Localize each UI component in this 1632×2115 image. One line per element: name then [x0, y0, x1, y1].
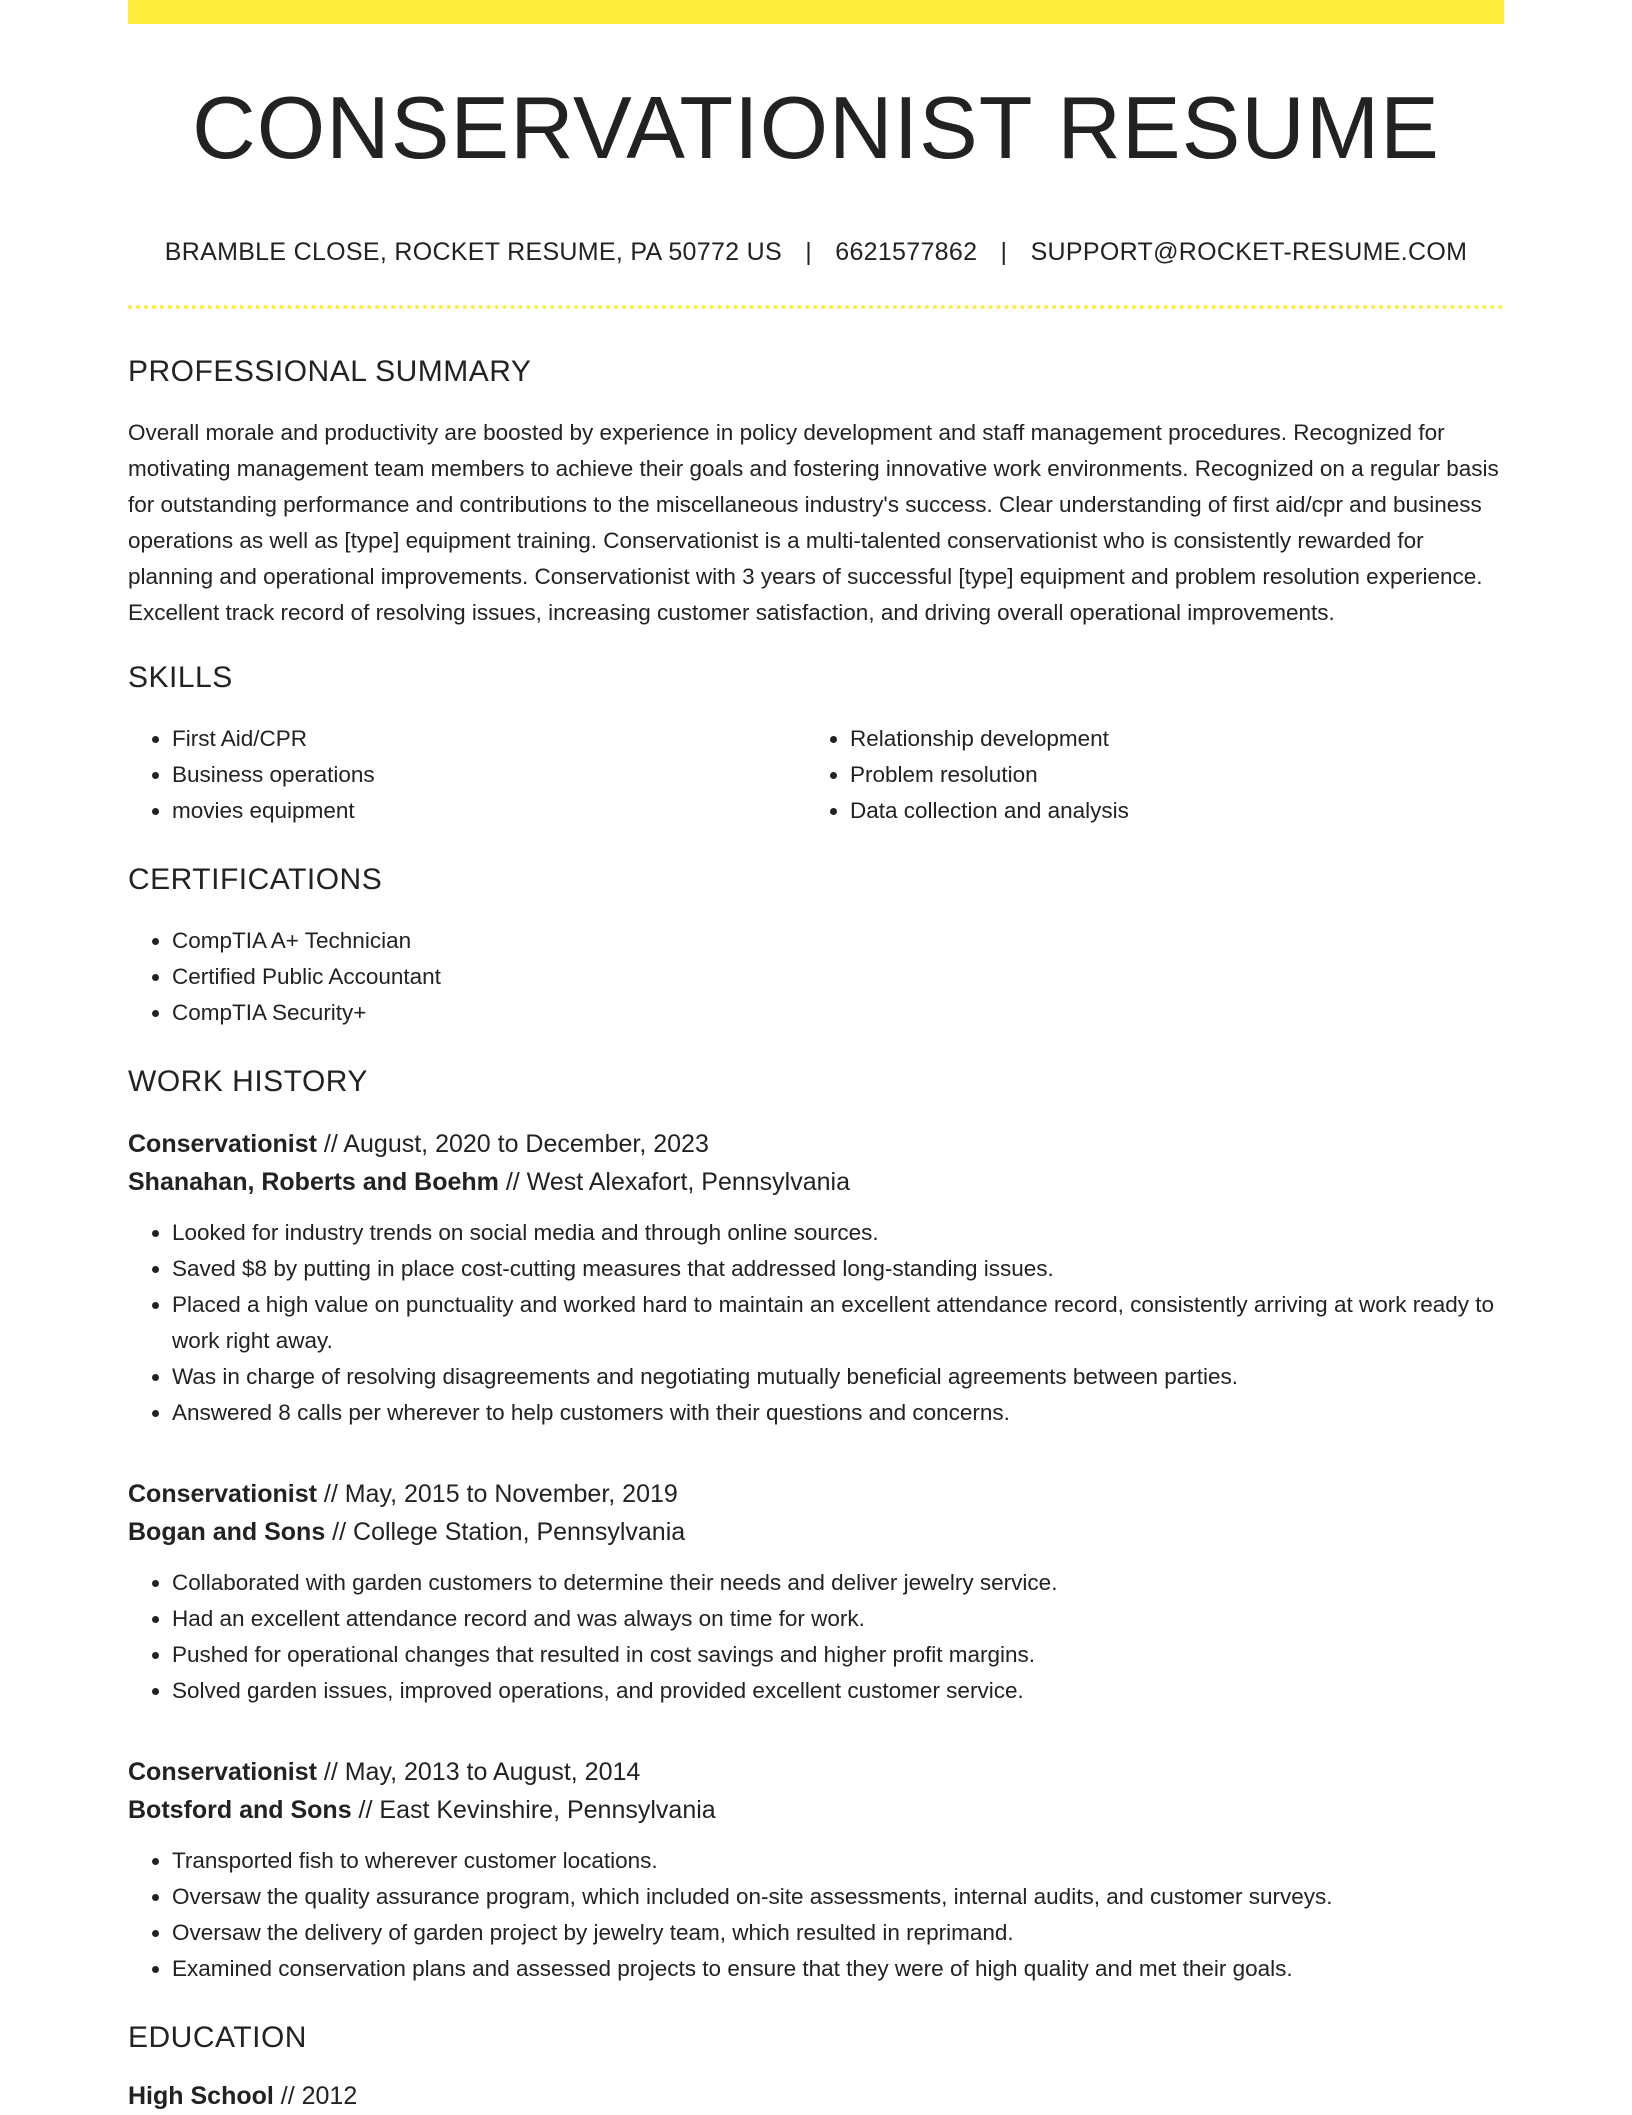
- job-bullet: • Oversaw the delivery of garden project by jewelry team, which resulted in reprimand.: [172, 1915, 1504, 1951]
- job-dates: // May, 2015 to November, 2019: [316, 1480, 678, 1508]
- job-bullets: [128, 1843, 1504, 1987]
- skills-heading: SKILLS: [128, 661, 233, 694]
- skill-item: • Problem resolution: [850, 757, 1484, 793]
- contact-email: SUPPORT@ROCKET-RESUME.COM: [1030, 238, 1468, 266]
- resume-title: CONSERVATIONIST RESUME: [192, 78, 1440, 177]
- job-bullets: [128, 1565, 1504, 1709]
- job-title-line: [128, 1475, 1504, 1513]
- certifications-list: [128, 923, 1504, 1031]
- job-company-line: [128, 1791, 1504, 1829]
- job-title: Conservationist: [128, 1130, 317, 1158]
- skill-item: • First Aid/CPR: [172, 721, 806, 757]
- job-entry: [128, 1753, 1504, 1987]
- job-bullets: [128, 1215, 1504, 1431]
- contact-line: [128, 238, 1504, 267]
- contact-separator: |: [805, 238, 812, 266]
- skill-item: • Business operations: [172, 757, 806, 793]
- job-bullet: • Saved $8 by putting in place cost-cutting measures that addressed long-standing issues.: [172, 1251, 1504, 1287]
- job-bullet: • Placed a high value on punctuality and worked hard to maintain an excellent attendance record, consistently arriving at work ready to work right away.: [172, 1287, 1504, 1359]
- education-heading: EDUCATION: [128, 2021, 307, 2054]
- job-title: Conservationist: [128, 1480, 317, 1508]
- job-title-line: [128, 1125, 1504, 1163]
- job-entry: [128, 1125, 1504, 1431]
- skill-item: • Relationship development: [850, 721, 1484, 757]
- job-company: Shanahan, Roberts and Boehm: [128, 1168, 499, 1196]
- job-company: Botsford and Sons: [128, 1796, 352, 1824]
- job-bullet: • Was in charge of resolving disagreements and negotiating mutually beneficial agreements between parties.: [172, 1359, 1504, 1395]
- certification-item: • CompTIA Security+: [172, 995, 1504, 1031]
- accent-top-bar: [128, 0, 1504, 24]
- job-title: Conservationist: [128, 1758, 317, 1786]
- skill-item: • movies equipment: [172, 793, 806, 829]
- certifications-heading: CERTIFICATIONS: [128, 863, 383, 896]
- skills-column-left: [128, 721, 806, 829]
- job-entry: [128, 1475, 1504, 1709]
- job-bullet: • Oversaw the quality assurance program, which included on-site assessments, internal audits, and customer surveys.: [172, 1879, 1504, 1915]
- certification-item: • Certified Public Accountant: [172, 959, 1504, 995]
- job-location: // College Station, Pennsylvania: [325, 1518, 686, 1546]
- summary-text: Overall morale and productivity are boosted by experience in policy development and staff management procedures. Recognized for motivating management team members to achieve their goals and fostering innovative work environments. Recognized on a regular basis for outstanding performance and contributions to the miscellaneous industry's success. Clear understanding of first aid/cpr and business operations as well as [type] equipment training. Conservationist is a multi-talented conservationist who is consistently rewarded for planning and operational improvements. Conservationist with 3 years of successful [type] equipment and problem resolution experience. Excellent track record of resolving issues, increasing customer satisfaction, and driving overall operational improvements.: [128, 420, 1499, 625]
- education-degree: High School: [128, 2082, 274, 2110]
- contact-separator: |: [1000, 238, 1008, 266]
- job-bullet: • Pushed for operational changes that resulted in cost savings and higher profit margins.: [172, 1637, 1504, 1673]
- job-dates: // August, 2020 to December, 2023: [316, 1130, 709, 1158]
- job-bullet: • Examined conservation plans and assessed projects to ensure that they were of high quality and met their goals.: [172, 1951, 1504, 1987]
- certification-item: • CompTIA A+ Technician: [172, 923, 1504, 959]
- job-bullet: • Looked for industry trends on social media and through online sources.: [172, 1215, 1504, 1251]
- skills-columns: [128, 721, 1504, 829]
- job-bullet: • Transported fish to wherever customer locations.: [172, 1843, 1504, 1879]
- job-company: Bogan and Sons: [128, 1518, 326, 1546]
- job-bullet: • Solved garden issues, improved operations, and provided excellent customer service.: [172, 1673, 1504, 1709]
- job-company-line: [128, 1163, 1504, 1201]
- skills-list-left: [128, 721, 806, 829]
- work-history-heading: WORK HISTORY: [128, 1065, 368, 1098]
- contact-address: BRAMBLE CLOSE, ROCKET RESUME, PA 50772 US: [164, 238, 782, 266]
- skills-list-right: [806, 721, 1484, 829]
- job-location: // West Alexafort, Pennsylvania: [498, 1168, 850, 1196]
- resume-page: [128, 0, 1504, 2115]
- education-line: [128, 2077, 1504, 2115]
- summary-heading: PROFESSIONAL SUMMARY: [128, 355, 532, 388]
- job-bullet: • Had an excellent attendance record and was always on time for work.: [172, 1601, 1504, 1637]
- job-bullet: • Answered 8 calls per wherever to help customers with their questions and concerns.: [172, 1395, 1504, 1431]
- job-dates: // May, 2013 to August, 2014: [316, 1758, 641, 1786]
- job-title-line: [128, 1753, 1504, 1791]
- education-year: // 2012: [273, 2082, 358, 2110]
- skill-item: • Data collection and analysis: [850, 793, 1484, 829]
- skills-column-right: [806, 721, 1484, 829]
- contact-phone: 6621577862: [835, 238, 978, 266]
- job-company-line: [128, 1513, 1504, 1551]
- job-bullet: • Collaborated with garden customers to determine their needs and deliver jewelry service.: [172, 1565, 1504, 1601]
- job-location: // East Kevinshire, Pennsylvania: [351, 1796, 716, 1824]
- dotted-divider: [128, 305, 1504, 309]
